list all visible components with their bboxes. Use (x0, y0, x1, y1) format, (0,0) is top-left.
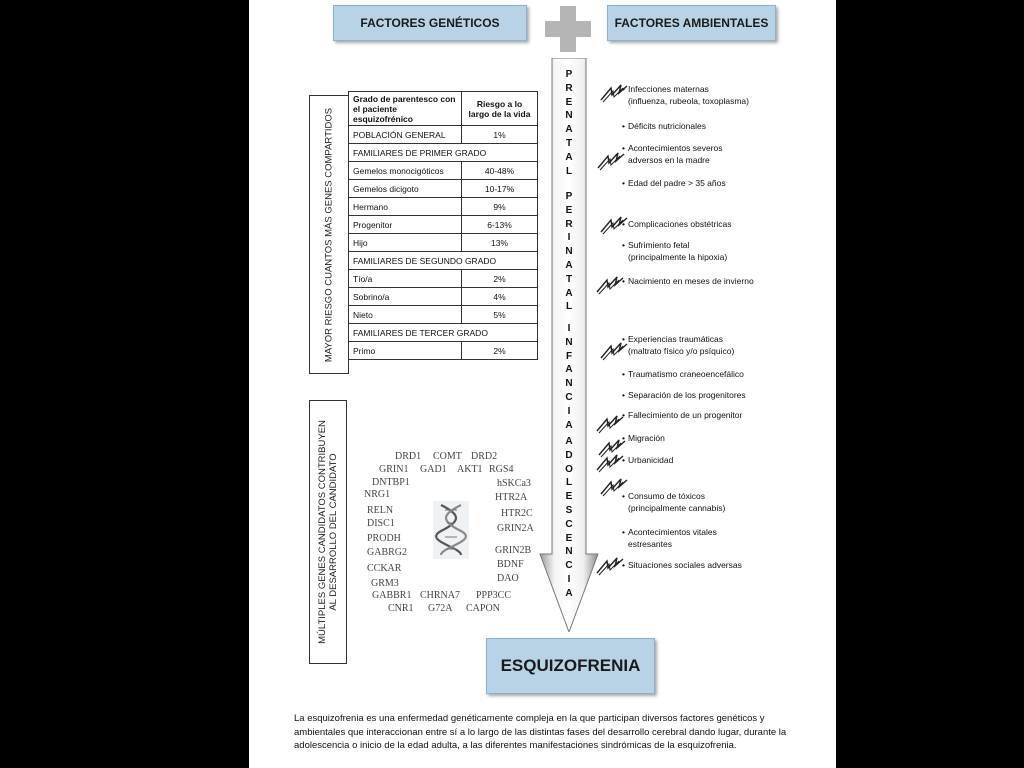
genetic-factors-header (333, 5, 527, 41)
environmental-factor: • Urbanicidad (622, 455, 674, 465)
factor-line: (influenza, rubeola, toxoplasma) (628, 95, 749, 106)
gene-label: GAD1 (420, 464, 447, 475)
factor-line: Separación de los progenitores (628, 390, 746, 400)
kinship-cell: Sobrino/a (349, 288, 462, 306)
stage-letter: A (565, 124, 573, 136)
environmental-factor: • Migración (622, 433, 665, 443)
stage-letter: L (565, 165, 573, 177)
kinship-cell: Hijo (349, 234, 462, 252)
gene-label: PPP3CC (476, 590, 512, 601)
table-header-row (349, 92, 538, 126)
genes-side-label (309, 400, 347, 664)
figure-caption: La esquizofrenia es una enfermedad genéticamente compleja en la que participan diversos factores genéticos y ambientales que interaccionan entre sí a lo largo de las distintas fases del desarrollo cerebral dando lugar, durante la adolescencia o inicio de la edad adulta, a las diferentes manifestaciones sindrómicas de la esquizofrenia. (294, 713, 787, 751)
gene-label: GRIN2A (497, 523, 534, 534)
environmental-factor: • Edad del padre > 35 años (622, 178, 726, 188)
environmental-factor: • Complicaciones obstétricas (622, 219, 732, 229)
factor-line: Experiencias traumáticas (628, 334, 723, 344)
lightning-bolt-icon (599, 476, 629, 498)
risk-cell: 6-13% (462, 216, 538, 234)
factor-line: Sufrimiento fetal (628, 240, 690, 250)
risk-cell: 4% (462, 288, 538, 306)
environmental-factor: • Déficits nutricionales (622, 121, 706, 131)
factor-line: (principalmente cannabis) (628, 502, 726, 513)
environmental-factors-header (607, 5, 776, 41)
factor-line: Complicaciones obstétricas (628, 219, 732, 229)
table-row (349, 288, 538, 306)
stage-letter: E (565, 532, 573, 544)
stage-letter: L (565, 477, 573, 489)
gene-label: GRIN2B (495, 545, 532, 556)
table-row (349, 270, 538, 288)
table-group-label: FAMILIARES DE SEGUNDO GRADO (349, 252, 538, 270)
stage-infancia (565, 322, 572, 432)
factor-line: (maltrato físico y/o psíquico) (628, 345, 735, 356)
kinship-cell: Tío/a (349, 270, 462, 288)
gene-label: NRG1 (364, 489, 391, 500)
table-row (349, 306, 538, 324)
stage-letter: F (565, 350, 573, 362)
kinship-cell: Gemelos monocigóticos (349, 162, 462, 180)
gene-label: CHRNA7 (420, 590, 461, 601)
gene-label: BDNF (497, 559, 524, 570)
environmental-factor: • Infecciones maternas (influenza, rubeola, toxoplasma) (622, 84, 749, 106)
table-group-label: FAMILIARES DE TERCER GRADO (349, 324, 538, 342)
stage-letter: I (567, 405, 571, 417)
table-row (349, 198, 538, 216)
lightning-bolt-icon (596, 150, 626, 172)
lightning-bolt-icon (595, 274, 625, 296)
stage-adolescencia (565, 435, 573, 601)
gene-label: GABRG2 (367, 547, 408, 558)
schizophrenia-result-box (486, 638, 655, 694)
factor-line: Migración (628, 433, 665, 443)
stage-letter: R (565, 218, 573, 230)
gene-label: COMT (433, 451, 462, 462)
stage-letter: E (565, 204, 573, 216)
kinship-cell: Hermano (349, 198, 462, 216)
schizophrenia-label: ESQUIZOFRENIA (500, 656, 641, 675)
stage-letter: N (565, 246, 573, 258)
gene-label: G72A (428, 603, 453, 614)
environmental-factor: • Situaciones sociales adversas (622, 560, 742, 570)
stage-letter: N (565, 110, 573, 122)
gene-label: GRM3 (371, 578, 399, 589)
gene-label: CAPON (466, 603, 500, 614)
gene-label: HTR2C (501, 508, 533, 519)
gene-label: CCKAR (367, 563, 402, 574)
gene-label: DAO (497, 573, 519, 584)
table-header-risk: Riesgo a lo largo de la vida (462, 92, 538, 126)
stage-letter: A (565, 259, 573, 271)
risk-cell: 1% (462, 126, 538, 144)
risk-cell: 2% (462, 270, 538, 288)
gene-label: DRD2 (471, 451, 498, 462)
table-row (349, 324, 538, 342)
risk-cell: 13% (462, 234, 538, 252)
table-row (349, 342, 538, 360)
factor-line: Traumatismo craneoencefálico (628, 369, 744, 379)
stage-letter: L (565, 301, 573, 313)
stage-letter: C (565, 560, 573, 572)
cross-icon (545, 6, 591, 52)
factor-line: Urbanicidad (628, 455, 674, 465)
stage-letter: A (565, 419, 573, 431)
stage-letter: O (565, 463, 573, 475)
lightning-bolt-icon (595, 452, 625, 474)
factor-line: Fallecimiento de un progenitor (628, 410, 743, 420)
gene-label: hSKCa3 (497, 478, 531, 489)
stage-letter: T (565, 137, 573, 149)
table-row (349, 180, 538, 198)
stage-letter: A (565, 587, 573, 599)
genetic-factors-title: FACTORES GENÉTICOS (360, 16, 500, 30)
table-group-label: FAMILIARES DE PRIMER GRADO (349, 144, 538, 162)
lightning-bolt-icon (595, 555, 625, 577)
environmental-factor: • Separación de los progenitores (622, 390, 746, 400)
kinship-cell: Nieto (349, 306, 462, 324)
genes-label-line-1: MÚLTIPLES GENES CANDIDATOS CONTRIBUYEN (317, 420, 328, 644)
environmental-factor: • Consumo de tóxicos (principalmente cannabis) (622, 491, 726, 513)
lightning-bolt-icon (599, 340, 629, 362)
table-row (349, 144, 538, 162)
lightning-bolt-icon (595, 413, 625, 435)
stage-letter: P (565, 69, 573, 80)
kinship-risk-table (348, 91, 538, 360)
stage-letter: T (565, 273, 573, 285)
risk-cell: 5% (462, 306, 538, 324)
stage-letter: N (565, 378, 573, 390)
environmental-factor: • Nacimiento en meses de invierno (622, 276, 754, 286)
stage-letter: N (565, 546, 573, 558)
gene-label: DNTBP1 (372, 477, 410, 488)
figure-page (249, 0, 836, 768)
risk-cell: 40-48% (462, 162, 538, 180)
gene-label: HTR2A (495, 492, 528, 503)
table-row (349, 234, 538, 252)
environmental-factor: • Acontecimientos vitales estresantes (622, 527, 717, 549)
factor-line: Infecciones maternas (628, 84, 709, 94)
stage-letter: P (565, 191, 573, 202)
lightning-bolt-icon (599, 214, 629, 236)
gene-label: RGS4 (489, 464, 514, 475)
gene-label: CNR1 (388, 603, 414, 614)
stage-letter: I (567, 232, 571, 244)
factor-line: Consumo de tóxicos (628, 491, 706, 501)
stage-prenatal (565, 68, 572, 178)
table-row (349, 216, 538, 234)
stage-perinatal (565, 190, 572, 314)
table-row (349, 126, 538, 144)
table-row (349, 252, 538, 270)
stage-letter: C (565, 518, 573, 530)
table-header-kinship: Grado de parentesco con el paciente esquizofrénico (349, 92, 462, 126)
environmental-factor: • Acontecimientos severos adversos en la madre (622, 143, 723, 165)
kinship-cell: Primo (349, 342, 462, 360)
gene-label: GRIN1 (379, 464, 409, 475)
risk-cell: 10-17% (462, 180, 538, 198)
kinship-cell: Progenitor (349, 216, 462, 234)
factor-line: (principalmente la hipoxia) (628, 251, 728, 262)
lightning-bolt-icon (599, 82, 629, 104)
stage-letter: I (567, 573, 571, 585)
risk-cell: 9% (462, 198, 538, 216)
environmental-factor: • Fallecimiento de un progenitor (622, 410, 743, 420)
stage-letter: C (565, 391, 573, 403)
stage-letter: E (565, 491, 573, 503)
stage-letter: A (565, 151, 573, 163)
environmental-factors-title: FACTORES AMBIENTALES (614, 16, 769, 30)
stage-letter: A (565, 364, 573, 376)
factor-line: Acontecimientos vitales (628, 527, 717, 537)
gene-label: GABBR1 (372, 590, 412, 601)
kinship-cell: POBLACIÓN GENERAL (349, 126, 462, 144)
stage-letter: A (565, 287, 573, 299)
factor-line: Nacimiento en meses de invierno (628, 276, 754, 286)
environmental-factor: • Experiencias traumáticas (maltrato físico y/o psíquico) (622, 334, 735, 356)
genes-label-text (317, 420, 339, 644)
kinship-cell: Gemelos dicigoto (349, 180, 462, 198)
gene-label: AKT1 (457, 464, 483, 475)
gene-label: DRD1 (395, 451, 422, 462)
stage-letter: S (565, 504, 573, 516)
stage-letter: R (565, 82, 573, 94)
stage-letter: N (565, 336, 573, 348)
risk-label-text: MAYOR RIESGO CUANTOS MÁS GENES COMPARTIDOS (323, 107, 335, 362)
genes-label-line-2: AL DESARROLLO DEL CANDIDATO (328, 453, 339, 611)
factor-line: estresantes (628, 538, 672, 549)
environmental-factor: • Sufrimiento fetal (principalmente la hipoxia) (622, 240, 728, 262)
table-row (349, 162, 538, 180)
stage-letter: D (565, 449, 573, 461)
factor-line: Edad del padre > 35 años (628, 178, 726, 188)
stage-letter: A (565, 436, 573, 447)
factor-line: Déficits nutricionales (628, 121, 706, 131)
gene-label: DISC1 (367, 518, 395, 529)
factor-line: Situaciones sociales adversas (628, 560, 742, 570)
gene-label: RELN (367, 505, 394, 516)
factor-line: adversos en la madre (628, 154, 710, 165)
risk-side-label (309, 95, 349, 374)
stage-letter: E (565, 96, 573, 108)
stage-letter: I (567, 323, 571, 334)
environmental-factor: • Traumatismo craneoencefálico (622, 369, 744, 379)
factor-line: Acontecimientos severos (628, 143, 723, 153)
gene-label: PRODH (367, 533, 401, 544)
risk-cell: 2% (462, 342, 538, 360)
dna-helix-icon (433, 501, 469, 559)
